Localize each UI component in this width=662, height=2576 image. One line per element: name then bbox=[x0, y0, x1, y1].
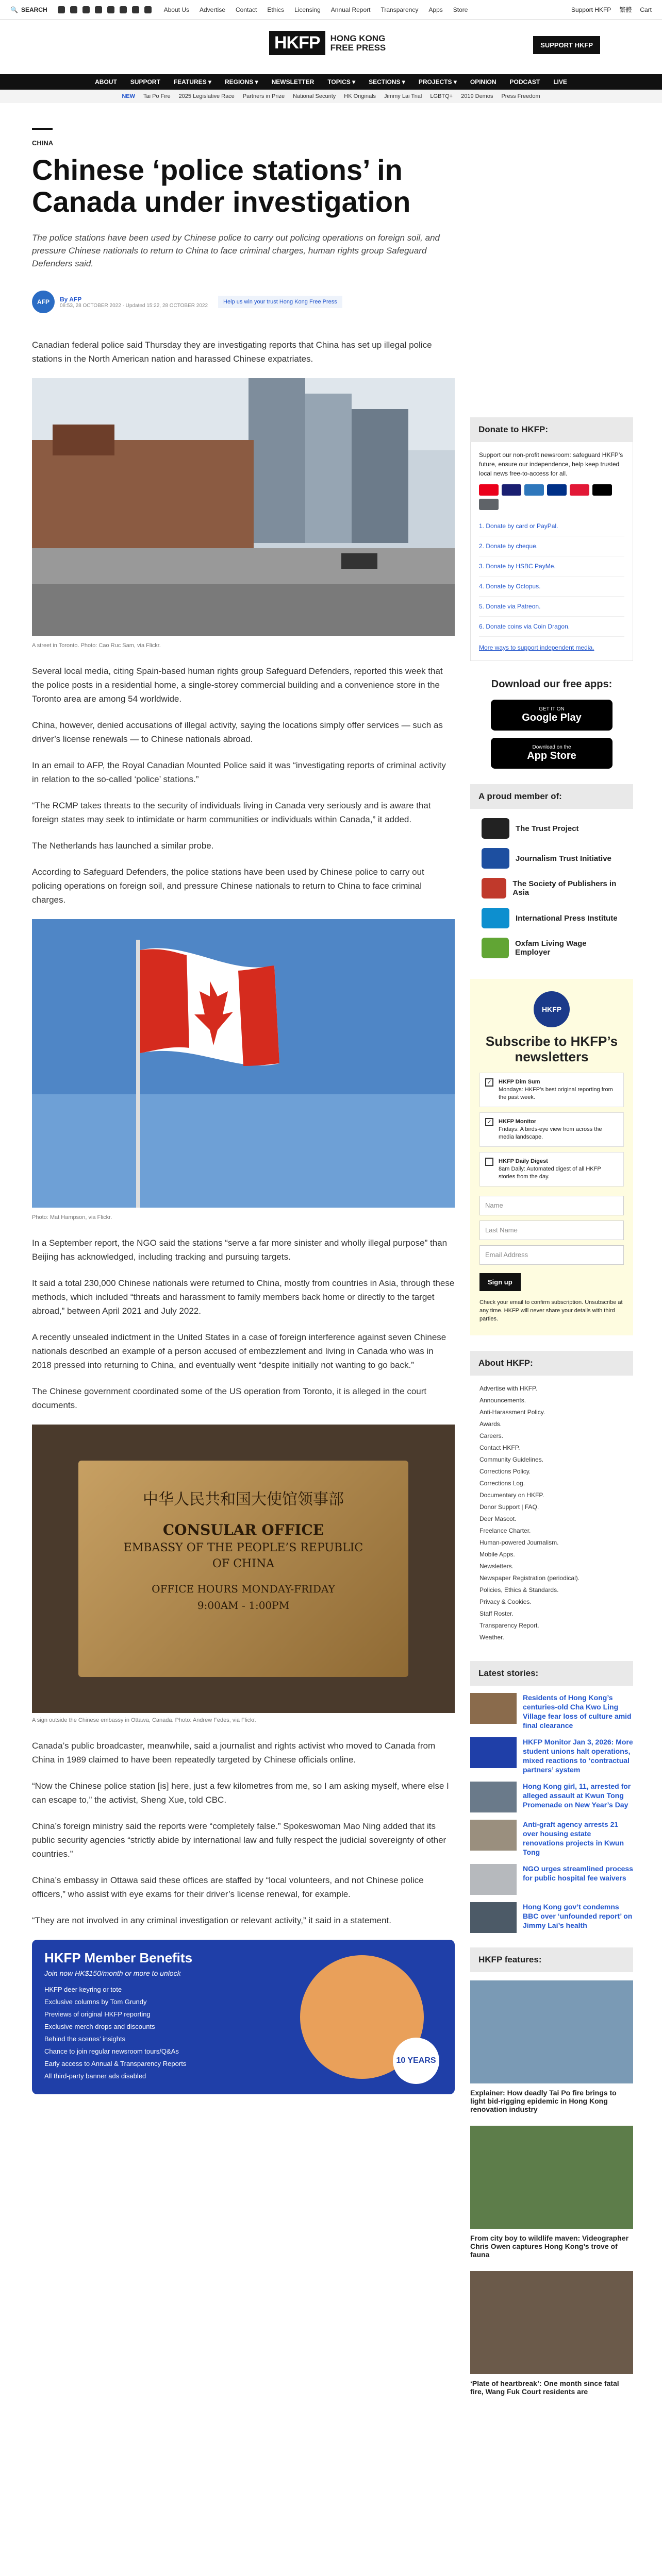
donate-heading: Donate to HKFP: bbox=[470, 417, 633, 442]
masthead bbox=[0, 20, 662, 74]
unionpay-icon bbox=[570, 484, 589, 496]
jti-icon bbox=[482, 848, 509, 869]
feature-image bbox=[470, 2271, 633, 2374]
email-input[interactable]: Email Address bbox=[479, 1245, 624, 1265]
nav-item[interactable]: FEATURES ▾ bbox=[173, 78, 211, 86]
paragraph: According to Safeguard Defenders, the police stations have been used by Chinese police to carry out policing operations on foreign soil, and pressure Chinese nationals to return to China to face criminal charges. bbox=[32, 867, 424, 905]
payment-icons bbox=[479, 484, 624, 510]
sign-up-button[interactable]: Sign up bbox=[479, 1273, 521, 1291]
social-links bbox=[58, 6, 152, 13]
trust-project-icon bbox=[482, 818, 509, 839]
member-ipi[interactable]: International Press Institute bbox=[482, 908, 622, 928]
member-jti[interactable]: Journalism Trust Initiative bbox=[482, 848, 622, 869]
ten-years-badge: 10 YEARS bbox=[393, 2038, 439, 2084]
topic-link[interactable]: Jimmy Lai Trial bbox=[384, 93, 422, 99]
utility-bar bbox=[0, 0, 662, 20]
nav-item[interactable]: TOPICS ▾ bbox=[327, 78, 356, 86]
story-thumbnail bbox=[470, 1820, 517, 1851]
about-link[interactable]: Human-powered Journalism. bbox=[479, 1539, 559, 1546]
article-title: Chinese ‘police stations’ in Canada under investigation bbox=[32, 154, 411, 218]
nav-item[interactable]: LIVE bbox=[553, 78, 567, 86]
latest-heading: Latest stories: bbox=[470, 1661, 633, 1686]
topic-link[interactable]: 2025 Legislative Race bbox=[178, 93, 235, 99]
about-link[interactable]: Mobile Apps. bbox=[479, 1551, 515, 1558]
about-link[interactable]: Freelance Charter. bbox=[479, 1527, 531, 1534]
topic-link[interactable]: LGBTQ+ bbox=[430, 93, 453, 99]
about-link[interactable]: Transparency Report. bbox=[479, 1622, 539, 1629]
newsletter-title: Subscribe to HKFP’s newsletters bbox=[485, 1033, 618, 1064]
paragraph: China, however, denied accusations of illegal activity, saying the locations simply offer services — such as driver’s license renewals — to Chinese nationals abroad. bbox=[32, 720, 443, 744]
feature-item[interactable]: ‘Plate of heartbreak’: One month since fatal fire, Wang Fuk Court residents are bbox=[470, 2271, 633, 2396]
utility-link[interactable]: Store bbox=[453, 6, 468, 13]
story-item[interactable]: Hong Kong girl, 11, arrested for alleged assault at Kwun Tong Promenade on New Year’s Day bbox=[470, 1782, 633, 1812]
about-link[interactable]: Deer Mascot. bbox=[479, 1515, 517, 1522]
embassy-sign: 中华人民共和国大使馆领事部 CONSULAR OFFICE EMBASSY OF THE PEOPLE’S REPUBLIC OF CHINA OFFICE HOURS MONDAY-FRIDAY 9:00AM - 1:00PM bbox=[78, 1461, 408, 1677]
donate-method-link[interactable]: 6. Donate coins via Coin Dragon. bbox=[479, 623, 570, 630]
topic-link[interactable]: Tai Po Fire bbox=[143, 93, 171, 99]
about-link[interactable]: Advertise with HKFP. bbox=[479, 1385, 537, 1392]
feature-item[interactable]: Explainer: How deadly Tai Po fire brings to light bid-rigging epidemic in Hong Kong renovation industry bbox=[470, 1980, 633, 2113]
about-link[interactable]: Contact HKFP. bbox=[479, 1444, 520, 1451]
about-link[interactable]: Announcements. bbox=[479, 1397, 526, 1404]
story-item[interactable]: Hong Kong gov’t condemns BBC over ‘unfounded report’ on Jimmy Lai’s health bbox=[470, 1902, 633, 1933]
about-link[interactable]: Newsletters. bbox=[479, 1563, 514, 1570]
figure-embassy bbox=[32, 1425, 455, 1723]
support-link[interactable]: Support HKFP bbox=[571, 6, 611, 13]
support-hkfp-button[interactable]: SUPPORT HKFP bbox=[533, 36, 600, 54]
about-link[interactable]: Policies, Ethics & Standards. bbox=[479, 1586, 559, 1594]
google-pay-icon bbox=[479, 499, 499, 510]
apple-pay-icon bbox=[592, 484, 612, 496]
newsletter-note: Check your email to confirm subscription. Unsubscribe at any time. HKFP will never share your details with third parties. bbox=[479, 1299, 623, 1322]
benefit-item: Exclusive merch drops and discounts bbox=[44, 2023, 155, 2030]
toronto-street-photo bbox=[32, 378, 455, 636]
about-link[interactable]: Corrections Log. bbox=[479, 1480, 525, 1487]
sidebar bbox=[470, 417, 633, 2408]
about-heading: About HKFP: bbox=[470, 1351, 633, 1376]
about-link[interactable]: Privacy & Cookies. bbox=[479, 1598, 532, 1605]
cart-link[interactable]: Cart bbox=[640, 6, 652, 13]
sopa-icon bbox=[482, 878, 506, 899]
story-item[interactable]: HKFP Monitor Jan 3, 2026: More student unions halt operations, mixed reactions to ‘contractual partners’ system bbox=[470, 1737, 633, 1774]
figure-flag bbox=[32, 919, 455, 1221]
article-category[interactable]: CHINA bbox=[32, 139, 54, 147]
canada-flag-photo bbox=[32, 919, 455, 1208]
feature-image bbox=[470, 1980, 633, 2083]
story-item[interactable]: Anti-graft agency arrests 21 over housing estate renovations projects in Kwun Tong bbox=[470, 1820, 633, 1857]
paragraph: In an email to AFP, the Royal Canadian Mounted Police said it was “investigating reports of criminal activity in relation to the so-called ‘police’ stations.” bbox=[32, 760, 446, 784]
nav-item[interactable]: PODCAST bbox=[509, 78, 540, 86]
proud-member-heading: A proud member of: bbox=[470, 784, 633, 809]
nav-item[interactable]: OPINION bbox=[470, 78, 496, 86]
google-play-button[interactable]: GET IT ON Google Play bbox=[491, 700, 613, 731]
paragraph: The Netherlands has launched a similar probe. bbox=[32, 841, 214, 851]
utility-link[interactable]: Licensing bbox=[294, 6, 321, 13]
about-link[interactable]: Corrections Policy. bbox=[479, 1468, 531, 1475]
benefit-item: Behind the scenes’ insights bbox=[44, 2035, 126, 2043]
latest-stories bbox=[470, 1686, 633, 1947]
paragraph: Canadian federal police said Thursday they are investigating reports that China has set up illegal police stations in the North American nation and harassed Chinese expatriates. bbox=[32, 340, 432, 364]
story-thumbnail bbox=[470, 1737, 517, 1768]
about-link[interactable]: Weather. bbox=[479, 1634, 504, 1641]
more-ways-link[interactable]: More ways to support independent media. bbox=[479, 644, 594, 651]
author-name[interactable]: By AFP bbox=[60, 295, 82, 303]
app-store-button[interactable]: Download on the App Store bbox=[491, 738, 613, 769]
paypal-icon bbox=[547, 484, 567, 496]
donate-method-link[interactable]: 3. Donate by HSBC PayMe. bbox=[479, 563, 556, 570]
apps-heading: Download our free apps: bbox=[491, 679, 613, 690]
donate-method-link[interactable]: 5. Donate via Patreon. bbox=[479, 603, 541, 610]
about-link[interactable]: Newspaper Registration (periodical). bbox=[479, 1574, 580, 1582]
utility-link[interactable]: Ethics bbox=[267, 6, 285, 13]
linkedin-icon[interactable] bbox=[120, 6, 127, 13]
visa-icon bbox=[502, 484, 521, 496]
story-thumbnail bbox=[470, 1864, 517, 1895]
photo-caption: A sign outside the Chinese embassy in Ottawa, Canada. Photo: Andrew Fedes, via Flickr. bbox=[32, 1717, 256, 1723]
donate-method-link[interactable]: 1. Donate by card or PayPal. bbox=[479, 522, 558, 530]
first-name-input[interactable]: Name bbox=[479, 1196, 624, 1215]
donate-method-link[interactable]: 2. Donate by cheque. bbox=[479, 543, 538, 550]
topic-link[interactable]: 2019 Demos bbox=[461, 93, 493, 99]
benefit-item: Previews of original HKFP reporting bbox=[44, 2010, 151, 2018]
paragraph: The Chinese government coordinated some of the US operation from Toronto, it is alleged in the court documents. bbox=[32, 1386, 427, 1410]
about-link[interactable]: Awards. bbox=[479, 1420, 502, 1428]
new-label: NEW bbox=[122, 93, 135, 99]
benefit-item: Exclusive columns by Tom Grundy bbox=[44, 1998, 147, 2006]
paragraph: “Now the Chinese police station [is] here, just a few kilometres from me, so I am asking myself, where else I can escape to,” the activist, Sheng Xue, told CBC. bbox=[32, 1781, 449, 1805]
topic-link[interactable]: HK Originals bbox=[344, 93, 376, 99]
donate-widget: Support our non-profit newsroom: safeguard HKFP’s future, ensure our independence, help keep trusted local news free-to-access for all. 1. Donate by card or PayPal. 2. Donate by cheque. 3. Donate by HSBC PayMe. 4. Donate by Octopus. 5. Donate via Patreon. 6. Donate coins via Coin Dragon. More ways to support independent media. bbox=[470, 442, 633, 661]
photo-caption: Photo: Mat Hampson, via Flickr. bbox=[32, 1214, 112, 1221]
member-benefits-banner[interactable]: HKFP Member Benefits Join now HK$150/month or more to unlock HKFP deer keyring or tote Exclusive columns by Tom Grundy Previews of original HKFP reporting Exclusive merch drops and discounts Behind the scenes’ insights Chance to join regular newsroom tours/Q&As Early access to Annual & Transparency Reports All third-party banner ads disabled 10 YEARS bbox=[32, 1940, 455, 2094]
topic-link[interactable]: Press Freedom bbox=[501, 93, 540, 99]
utility-link[interactable]: Advertise bbox=[199, 6, 226, 13]
features-heading: HKFP features: bbox=[470, 1947, 633, 1972]
facebook-icon[interactable] bbox=[58, 6, 65, 13]
benefit-item: HKFP deer keyring or tote bbox=[44, 1986, 122, 1993]
figure-toronto bbox=[32, 378, 455, 649]
search-button[interactable]: 🔍 SEARCH bbox=[10, 6, 47, 13]
paragraph: China’s embassy in Ottawa said these offices are staffed by “local volunteers, and not Chinese police officers,” who assist with eye exams for their driver’s license renewal, for example. bbox=[32, 1875, 424, 1899]
utility-link[interactable]: Apps bbox=[428, 6, 443, 13]
checkbox[interactable] bbox=[485, 1158, 493, 1166]
mastercard-icon bbox=[479, 484, 499, 496]
nav-item[interactable]: ABOUT bbox=[95, 78, 117, 86]
member-sopa[interactable]: The Society of Publishers in Asia bbox=[482, 878, 622, 899]
x-icon[interactable] bbox=[70, 6, 77, 13]
search-icon: 🔍 bbox=[10, 6, 18, 13]
story-thumbnail bbox=[470, 1782, 517, 1812]
byline bbox=[32, 291, 455, 313]
donate-method-link[interactable]: 4. Donate by Octopus. bbox=[479, 583, 541, 590]
newsletter-signup bbox=[470, 979, 633, 1335]
paragraph: “The RCMP takes threats to the security of individuals living in Canada very seriously and is aware that foreign states may seek to intimidate or harm communities or individuals within Canada,” it added. bbox=[32, 801, 431, 824]
utility-link[interactable]: Annual Report bbox=[330, 6, 371, 13]
member-oxfam[interactable]: Oxfam Living Wage Employer bbox=[482, 938, 622, 958]
about-link[interactable]: Community Guidelines. bbox=[479, 1456, 544, 1463]
instagram-icon[interactable] bbox=[82, 6, 90, 13]
donate-methods bbox=[479, 516, 624, 637]
bluesky-icon[interactable] bbox=[132, 6, 139, 13]
threads-icon[interactable] bbox=[95, 6, 102, 13]
utility-links bbox=[164, 6, 468, 13]
last-name-input[interactable]: Last Name bbox=[479, 1221, 624, 1240]
feature-image bbox=[470, 2126, 633, 2229]
topic-link[interactable]: Partners in Prize bbox=[242, 93, 285, 99]
features-list bbox=[470, 1980, 633, 2396]
utility-link[interactable]: About Us bbox=[163, 6, 189, 13]
feature-item[interactable]: From city boy to wildlife maven: Videographer Chris Owen captures Hong Kong’s trove of fauna bbox=[470, 2126, 633, 2259]
checkbox[interactable]: ✓ bbox=[485, 1078, 493, 1087]
benefit-item: All third-party banner ads disabled bbox=[44, 2072, 146, 2080]
divider bbox=[32, 128, 53, 130]
story-thumbnail bbox=[470, 1693, 517, 1724]
about-link[interactable]: Donor Support | FAQ. bbox=[479, 1503, 539, 1511]
story-item[interactable]: NGO urges streamlined process for public hospital fee waivers bbox=[470, 1864, 633, 1895]
article bbox=[32, 128, 455, 2094]
about-link[interactable]: Documentary on HKFP. bbox=[479, 1492, 544, 1499]
benefit-item: Chance to join regular newsroom tours/Q&As bbox=[44, 2047, 179, 2055]
newsletter-option[interactable]: ✓ HKFP Dim Sum Mondays: HKFP’s best original reporting from the past week. bbox=[479, 1073, 624, 1107]
author-avatar: AFP bbox=[32, 291, 55, 313]
topic-link[interactable]: National Security bbox=[293, 93, 336, 99]
trust-banner[interactable]: Help us win your trust Hong Kong Free Press bbox=[218, 296, 342, 308]
ipi-icon bbox=[482, 908, 509, 928]
main-nav bbox=[0, 74, 662, 90]
utility-link[interactable]: Contact bbox=[236, 6, 257, 13]
story-thumbnail bbox=[470, 1902, 517, 1933]
utility-link[interactable]: Transparency bbox=[380, 6, 419, 13]
about-link[interactable]: Anti-Harassment Policy. bbox=[479, 1409, 545, 1416]
amex-icon bbox=[524, 484, 544, 496]
nav-item[interactable]: SUPPORT bbox=[130, 78, 160, 86]
photo-caption: A street in Toronto. Photo: Cao Ruc Sam, via Flickr. bbox=[32, 642, 161, 649]
checkbox[interactable]: ✓ bbox=[485, 1118, 493, 1126]
rss-icon[interactable] bbox=[144, 6, 152, 13]
about-link[interactable]: Careers. bbox=[479, 1432, 504, 1439]
about-links bbox=[470, 1376, 633, 1651]
paragraph: It said a total 230,000 Chinese nationals were returned to China, mostly from countries in Asia, through these methods, which included “threats and harassment to family members back home or directly to the target abroad,” between April 2021 and July 2022. bbox=[32, 1278, 455, 1316]
newsletter-option[interactable]: HKFP Daily Digest 8am Daily: Automated digest of all HKFP stories from the day. bbox=[479, 1152, 624, 1187]
paragraph: Canada’s public broadcaster, meanwhile, said a journalist and rights activist who moved to Canada from China in 1989 claimed to have been repeatedly targeted by Chinese officials online. bbox=[32, 1741, 436, 1765]
publish-dates: 08:53, 28 OCTOBER 2022 · Updated 15:22, 28 OCTOBER 2022 bbox=[60, 302, 208, 309]
paragraph: In a September report, the NGO said the stations “serve a far more sinister and wholly illegal purpose” than Beijing has acknowledged, including tracking and pursuing targets. bbox=[32, 1238, 448, 1262]
nav-item[interactable]: NEWSLETTER bbox=[271, 78, 315, 86]
embassy-sign-photo bbox=[32, 1425, 455, 1713]
story-item[interactable]: Residents of Hong Kong’s centuries-old Cha Kwo Ling Village fear loss of culture amid final clearance bbox=[470, 1693, 633, 1730]
nav-item[interactable]: REGIONS ▾ bbox=[224, 78, 258, 86]
oxfam-icon bbox=[482, 938, 509, 958]
paragraph: China’s foreign ministry said the reports were “completely false.” Spokeswoman Mao Ning added that its public security agencies “strictly abide by international law and fully respect the judicial sovereignty of other countries.” bbox=[32, 1821, 446, 1859]
paragraph: A recently unsealed indictment in the United States in a case of foreign interference against seven Chinese nationals described an example of a person accused of embezzlement and living in Canada who was in 2018 pressed into returning to China, and eventually went “despite initially not wanting to go back.” bbox=[32, 1332, 446, 1370]
member-trust-project[interactable]: The Trust Project bbox=[482, 818, 622, 839]
newsletter-option[interactable]: ✓ HKFP Monitor Fridays: A birds-eye view from across the media landscape. bbox=[479, 1112, 624, 1147]
youtube-icon[interactable] bbox=[107, 6, 114, 13]
topic-nav bbox=[0, 90, 662, 103]
nav-item[interactable]: SECTIONS ▾ bbox=[369, 78, 405, 86]
hkfp-badge: HKFP bbox=[534, 991, 570, 1027]
article-subtitle: The police stations have been used by Chinese police to carry out policing operations on foreign soil, and pressure Chinese nationals to return to China to face criminal charges, human rights group Safeguard Defenders said. bbox=[32, 233, 440, 268]
paragraph: Several local media, citing Spain-based human rights group Safeguard Defenders, reported this week that the police posts in a residential home, a single-storey commercial building and a convenience store in the Toronto area are among 54 worldwide. bbox=[32, 666, 443, 704]
about-link[interactable]: Staff Roster. bbox=[479, 1610, 514, 1617]
hkfp-logo[interactable]: HKFP HONG KONG FREE PRESS bbox=[269, 31, 386, 55]
nav-item[interactable]: PROJECTS ▾ bbox=[418, 78, 457, 86]
language-link[interactable]: 繁體 bbox=[619, 6, 632, 13]
paragraph: “They are not involved in any criminal investigation or relevant activity,” it said in a statement. bbox=[32, 1916, 391, 1925]
benefit-item: Early access to Annual & Transparency Reports bbox=[44, 2060, 187, 2067]
